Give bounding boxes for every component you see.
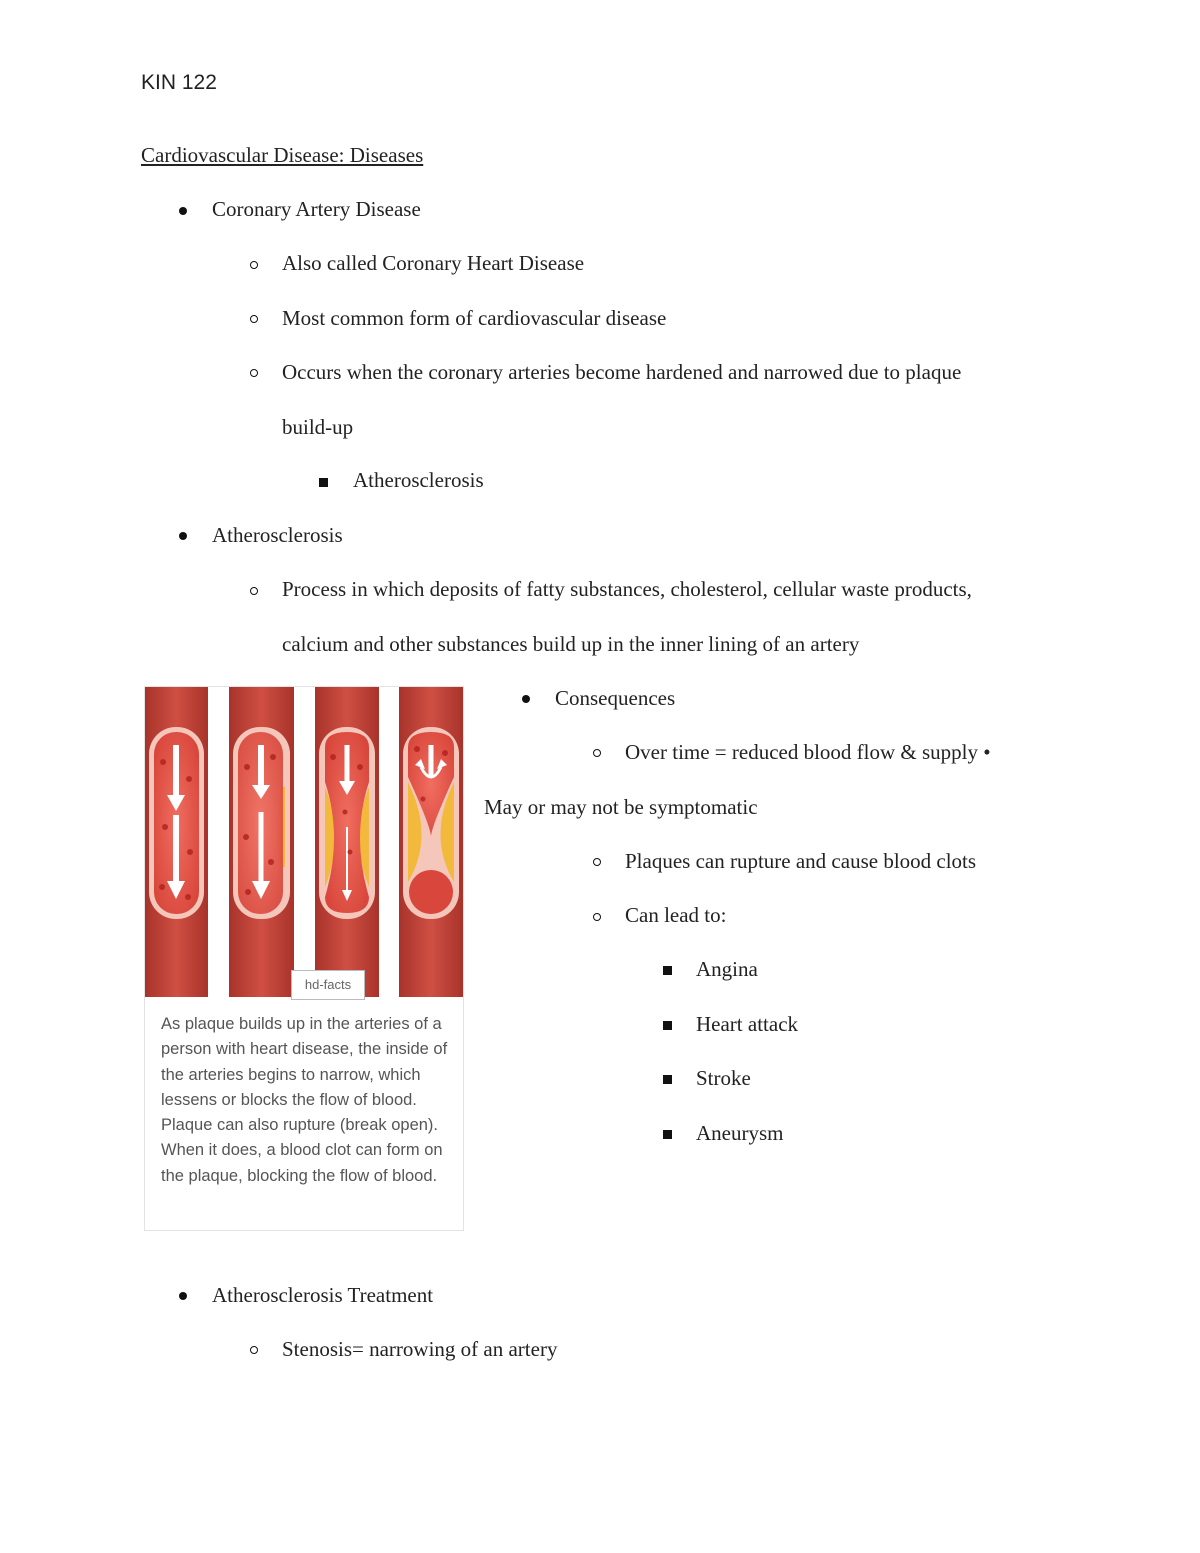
cad-item-2: Most common form of cardiovascular disease (282, 306, 667, 330)
bullet-disc-icon (179, 532, 187, 540)
cad-sub-item: Atherosclerosis (353, 468, 484, 492)
cad-item-1: Also called Coronary Heart Disease (282, 251, 585, 275)
treatment-stenosis: Stenosis= narrowing of an artery (282, 1337, 558, 1361)
outcome-item: Aneurysm (696, 1121, 784, 1145)
bullet-circle-icon (250, 261, 258, 269)
bullet-square-icon (663, 1130, 672, 1139)
bullet-square-icon (663, 1075, 672, 1084)
course-code: KIN 122 (141, 71, 217, 94)
cad-item-3: Occurs when the coronary arteries become hardened and narrowed due to plaque (282, 360, 962, 384)
outcome-item: Heart attack (696, 1012, 799, 1036)
cad-heading: Coronary Artery Disease (212, 197, 421, 221)
athero-process-2: calcium and other substances build up in the inner lining of an artery (282, 632, 860, 656)
page-title: Cardiovascular Disease: Diseases (141, 143, 424, 167)
bullet-disc-icon (522, 695, 530, 703)
bullet-circle-icon (593, 858, 601, 866)
consequence-symptomatic: May or may not be symptomatic (484, 795, 758, 819)
treatment-heading: Atherosclerosis Treatment (212, 1283, 434, 1307)
outcome-item: Stroke (696, 1066, 751, 1090)
consequence-lead-to: Can lead to: (625, 903, 727, 927)
athero-process-1: Process in which deposits of fatty substances, cholesterol, cellular waste products, (282, 577, 972, 601)
bullet-circle-icon (250, 369, 258, 377)
bullet-square-icon (319, 478, 328, 487)
outcome-item: Angina (696, 957, 758, 981)
cad-item-3-cont: build-up (282, 415, 354, 439)
bullet-circle-icon (250, 1346, 258, 1354)
bullet-circle-icon (250, 587, 258, 595)
figure-caption: As plaque builds up in the arteries of a person with heart disease, the inside of the arteries begins to narrow, which lessens or blocks the flow of blood. Plaque can also rupture (break open). When it does, a blood clot can form on the plaque, blocking the flow of blood. (161, 1015, 448, 1185)
artery-illustration (145, 687, 463, 997)
bullet-circle-icon (250, 315, 258, 323)
bullet-square-icon (663, 966, 672, 975)
consequence-rupture: Plaques can rupture and cause blood clots (625, 849, 977, 873)
athero-heading: Atherosclerosis (212, 523, 343, 547)
bullet-circle-icon (593, 749, 601, 757)
bullet-disc-icon (179, 207, 187, 215)
bullet-square-icon (663, 1021, 672, 1030)
bullet-circle-icon (593, 913, 601, 921)
bullet-disc-icon (179, 1292, 187, 1300)
watermark-label: hd-facts (291, 970, 365, 1000)
consequences-heading: Consequences (555, 686, 676, 710)
consequence-over-time: Over time = reduced blood flow & supply • (625, 740, 991, 764)
